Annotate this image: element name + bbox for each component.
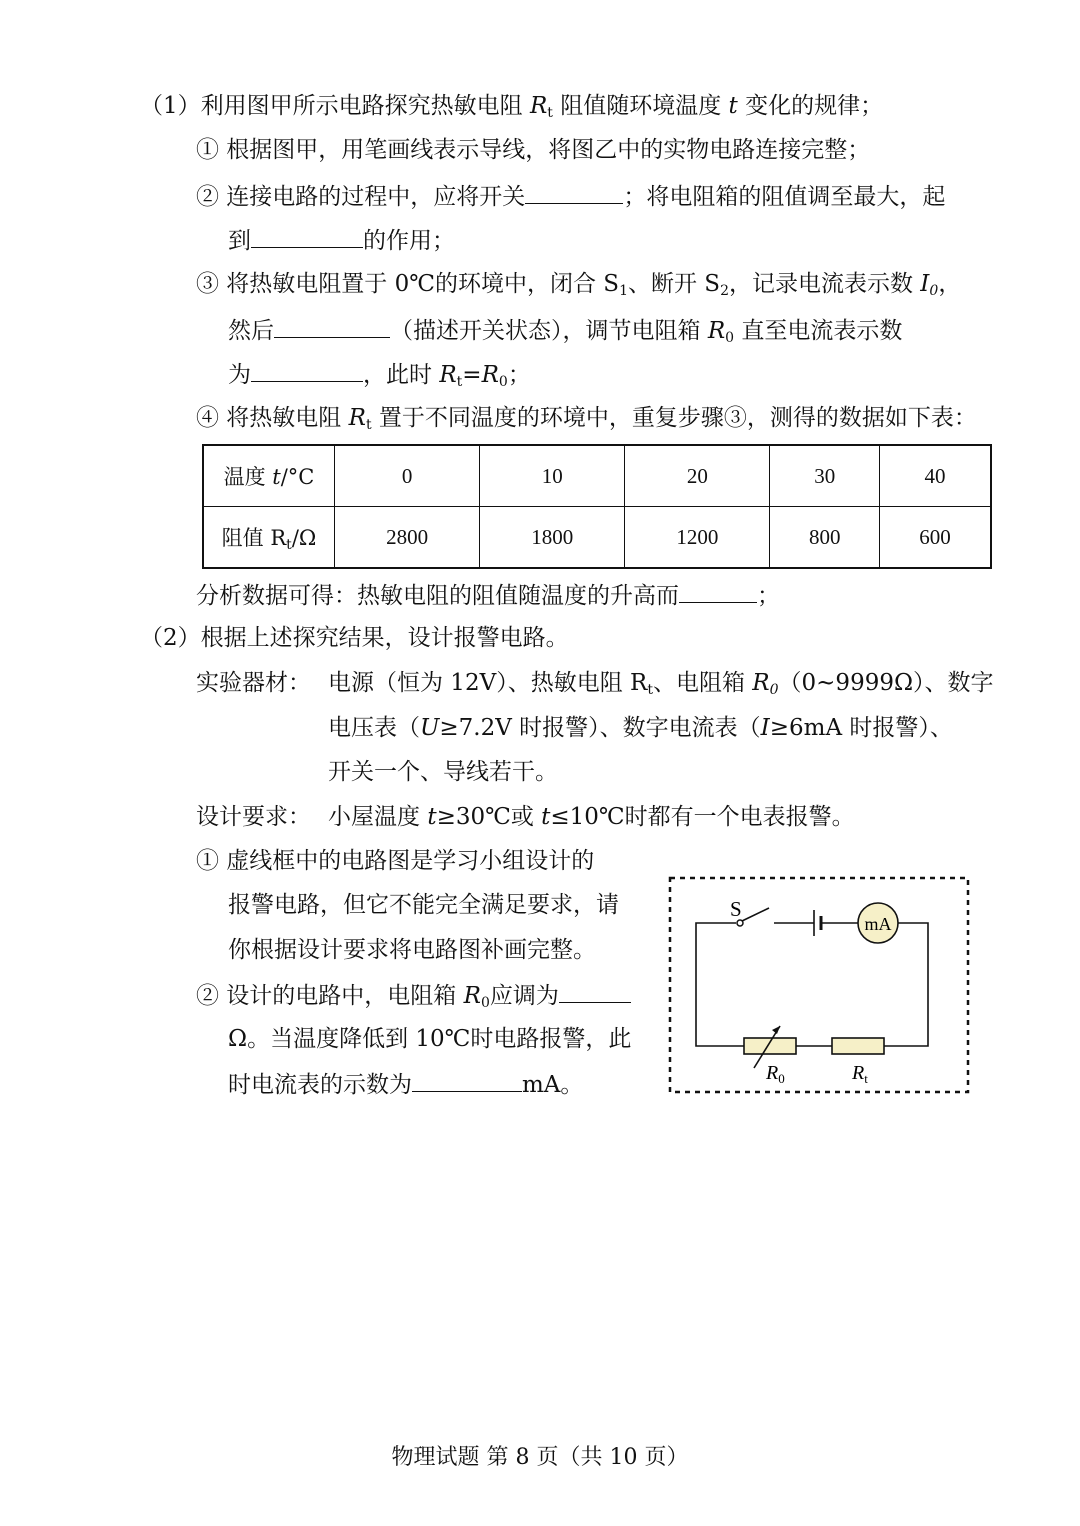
table-row-temperature <box>203 445 991 507</box>
q1-step2-line1 <box>196 179 945 213</box>
resistance-box-r0 <box>744 1038 796 1054</box>
q1-step1: ① 根据图甲，用笔画线表示导线，将图乙中的实物电路连接完整； <box>196 137 871 163</box>
alarm-circuit-diagram <box>668 876 972 1098</box>
q2-sub2-unit: mA。 <box>522 1072 584 1098</box>
wire-right <box>884 923 928 1046</box>
table-row-resistance <box>203 507 991 569</box>
q1-intro: （1）利用图甲所示电路探究热敏电阻 $R_t$ 阻值随环境温度 t 变化的规律； <box>140 93 884 121</box>
q2-equip-line1: 电源（恒为 12V）、热敏电阻 $R_t$、电阻箱 $R_0(0\sim 9999\Omega)$、数字 <box>328 670 994 698</box>
q2-intro: （2）根据上述探究结果，设计报警电路。 <box>140 625 569 651</box>
dashed-frame <box>670 878 968 1092</box>
thermistor-rt <box>832 1038 884 1054</box>
q1-step3-text-d: 为 <box>228 362 251 388</box>
q1-step3-text-b: 然后 <box>228 318 274 344</box>
table-cell: 800 <box>770 507 880 569</box>
answer-blank-switch-state[interactable] <box>525 179 623 204</box>
table-row-label: 温度 t/°C <box>203 445 335 507</box>
switch-blade <box>742 908 769 921</box>
answer-blank-switch-action[interactable] <box>274 313 390 338</box>
table-cell: 40 <box>880 445 991 507</box>
q1-step2-text-b: ；将电阻箱的阻值调至最大，起 <box>623 184 946 210</box>
q1-step2-text-a: ② 连接电路的过程中，应将开关 <box>196 184 526 210</box>
q1-step3-line2: 然后 （描述开关状态），调节电阻箱 $R_0$ 直至电流表示数 <box>228 313 902 347</box>
q1-conclusion-end: ； <box>757 583 780 609</box>
q2-sub2-line2: Ω。当温度降低到 10℃时电路报警，此 <box>228 1026 632 1052</box>
page-footer: 物理试题 第 8 页（共 10 页） <box>391 1445 689 1470</box>
table-cell: 0 <box>335 445 480 507</box>
wire-left <box>696 923 744 1046</box>
answer-blank-r0-value[interactable] <box>559 978 631 1003</box>
q2-equip-line2: 电压表（U≥7.2V 时报警）、数字电流表（I≥6mA 时报警）、 <box>328 715 953 741</box>
q1-step2-line2 <box>228 223 455 257</box>
r0-label: $R_0$ <box>766 1062 785 1086</box>
q2-sub2-line3 <box>228 1067 583 1101</box>
answer-blank-trend[interactable] <box>679 578 757 603</box>
q1-step2-text-d: 的作用； <box>363 228 455 254</box>
table-cell: 10 <box>480 445 625 507</box>
answer-blank-current-ma[interactable] <box>412 1067 522 1092</box>
table-cell: 20 <box>625 445 770 507</box>
q1-conclusion <box>196 578 780 612</box>
table-cell: 2800 <box>335 507 480 569</box>
q2-req-text: 小屋温度 t≥30℃或 t≤10℃时都有一个电表报警。 <box>328 804 855 830</box>
rt-label: $R_t$ <box>852 1062 868 1086</box>
q1-step3-line1: ③ 将热敏电阻置于 0℃的环境中，闭合 $S_1$、断开 $S_2$，记录电流表示数 $I_0$， <box>196 271 962 299</box>
table-cell: 1200 <box>625 507 770 569</box>
q2-sub1-line2: 报警电路，但它不能完全满足要求，请 <box>228 892 619 918</box>
q1-step4: ④ 将热敏电阻 $R_t$ 置于不同温度的环境中，重复步骤③，测得的数据如下表： <box>196 405 977 433</box>
q2-sub2-line1: ② 设计的电路中，电阻箱 $R_0$应调为 <box>196 978 631 1012</box>
q1-conclusion-text: 分析数据可得：热敏电阻的阻值随温度的升高而 <box>196 583 679 609</box>
table-cell: 30 <box>770 445 880 507</box>
variable-arrow-head <box>772 1026 780 1034</box>
q2-sub1-line3: 你根据设计要求将电路图补画完整。 <box>228 937 596 963</box>
table-row-label: 阻值 $R_t/\Omega$ <box>203 507 335 569</box>
q1-step2-text-c: 到 <box>228 228 251 254</box>
milliammeter-label: mA <box>864 914 892 934</box>
switch-label: S <box>730 897 742 921</box>
answer-blank-function[interactable] <box>251 223 363 248</box>
table-cell: 600 <box>880 507 991 569</box>
q2-req-label: 设计要求： <box>196 804 311 830</box>
answer-blank-current-value[interactable] <box>251 357 363 382</box>
q1-step3-line3: 为 ，此时 $R_t=R_0$； <box>228 357 531 391</box>
q2-sub1-line1: ① 虚线框中的电路图是学习小组设计的 <box>196 848 595 874</box>
q2-equip-line3: 开关一个、导线若干。 <box>328 759 558 785</box>
q2-sub2-text: 时电流表的示数为 <box>228 1072 412 1098</box>
table-cell: 1800 <box>480 507 625 569</box>
q2-equip-label: 实验器材： <box>196 670 311 696</box>
data-table <box>202 444 992 569</box>
